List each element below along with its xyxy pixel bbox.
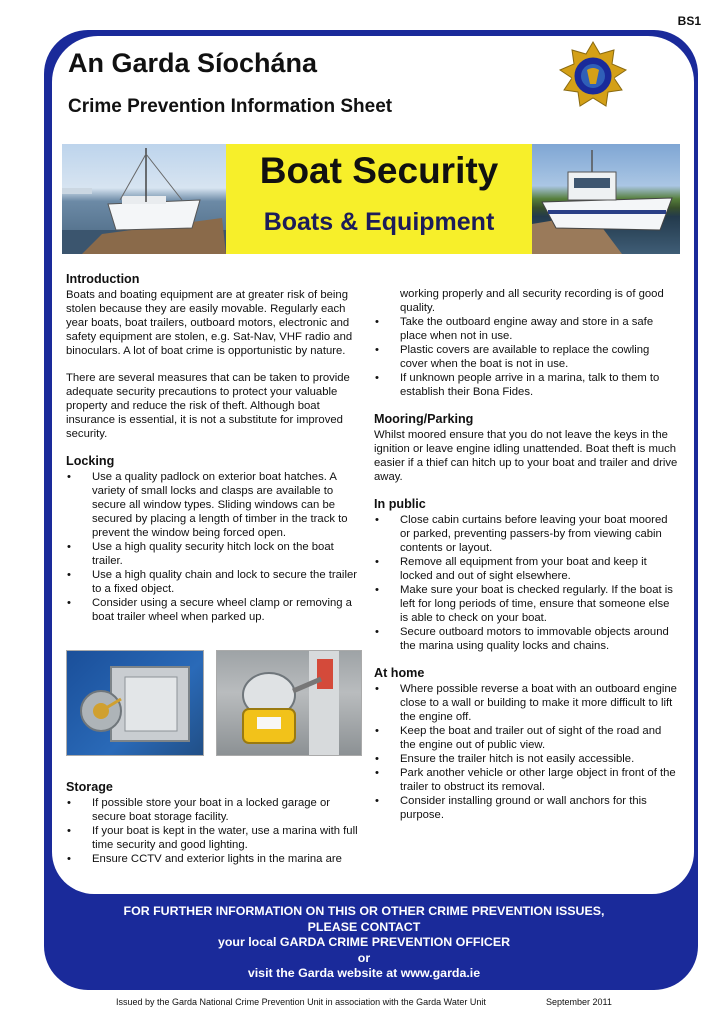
right-column — [374, 287, 678, 822]
hitch-lock-illustration — [217, 651, 361, 755]
issue-date: September 2011 — [546, 997, 612, 1007]
list-item: • Consider using a secure wheel clamp or removing a boat trailer wheel when parked up. — [66, 596, 362, 624]
hitch-lock-photo — [216, 650, 362, 756]
storage-continuation: working properly and all security recording is of good quality. — [400, 288, 664, 314]
crest-star — [560, 42, 626, 106]
locking-heading: Locking — [66, 454, 115, 468]
in-public-list — [374, 513, 678, 653]
organization-title: An Garda Síochána — [68, 48, 318, 78]
motorboat-photo — [532, 144, 680, 254]
mooring-heading: Mooring/Parking — [374, 412, 474, 426]
issued-by-note: Issued by the Garda National Crime Prevention Unit in association with the Garda Water Unit — [116, 997, 486, 1007]
sailboat-illustration — [62, 144, 226, 254]
contact-footer — [60, 904, 668, 982]
footer-line-5: visit the Garda website at www.garda.ie — [247, 966, 481, 981]
title-banner — [62, 144, 680, 254]
list-item: • Ensure the trailer hitch is not easily accessible. — [374, 752, 678, 766]
footer-line-3: your local GARDA CRIME PREVENTION OFFICER — [217, 935, 511, 950]
document-code: BS1 — [677, 14, 701, 28]
in-public-heading: In public — [374, 497, 426, 511]
introduction-paragraph-1: Boats and boating equipment are at greater risk of being stolen because they are easily movable. Regularly each year boats, boat trailers, outboard motors, electronic and safety equipment are stolen, e.g. Sat-Nav, VHF radio and binoculars. A lot of boat crime is opportunistic by nature. — [66, 289, 353, 357]
list-item: • Where possible reverse a boat with an outboard engine close to a wall or building to make it more difficult to lift the engine off. — [374, 682, 678, 724]
list-item: • Remove all equipment from your boat and keep it locked and out of sight elsewhere. — [374, 555, 678, 583]
introduction-paragraph-2: There are several measures that can be taken to provide adequate security precautions to protect your valuable property and reduce the risk of theft. Although boat insurance is essential, it is not a substitute for improved security. — [66, 372, 350, 440]
list-item: • Use a high quality chain and lock to secure the trailer to a fixed object. — [66, 568, 362, 596]
storage-list-continued — [374, 315, 678, 399]
padlock-illustration — [67, 651, 203, 755]
list-item: • Plastic covers are available to replace the cowling cover when the boat is not in use. — [374, 343, 678, 371]
storage-heading: Storage — [66, 780, 113, 794]
list-item: • Keep the boat and trailer out of sight of the road and the engine out of public view. — [374, 724, 678, 752]
list-item: • Take the outboard engine away and store in a safe place when not in use. — [374, 315, 678, 343]
footer-line-1: FOR FURTHER INFORMATION ON THIS OR OTHER CRIME PREVENTION ISSUES, — [123, 904, 605, 918]
list-item: • Close cabin curtains before leaving your boat moored or parked, preventing passers-by from viewing cabin contents or layout. — [374, 513, 678, 555]
mooring-paragraph: Whilst moored ensure that you do not leave the keys in the ignition or leave engine idling unattended. Boat theft is much easier if a thief can hitch up to your boat and trailer and drive away. — [374, 429, 678, 483]
list-item: • Secure outboard motors to immovable objects around the marina using quality locks and chains. — [374, 625, 678, 653]
garda-crest-icon — [556, 40, 630, 114]
left-column — [66, 272, 362, 624]
storage-list — [66, 796, 362, 866]
list-item: • Consider installing ground or wall anchors for this purpose. — [374, 794, 678, 822]
banner-subtitle: Boats & Equipment — [263, 208, 495, 236]
storage-section — [66, 780, 362, 866]
list-item: • If unknown people arrive in a marina, talk to them to establish their Bona Fides. — [374, 371, 678, 399]
list-item: • If your boat is kept in the water, use a marina with full time security and good lighting. — [66, 824, 362, 852]
motorboat-illustration — [532, 144, 680, 254]
banner-title: Boat Security — [259, 150, 499, 191]
sailboat-photo — [62, 144, 226, 254]
at-home-heading: At home — [374, 666, 425, 680]
locking-list — [66, 470, 362, 624]
introduction-heading: Introduction — [66, 272, 140, 286]
list-item: • Use a high quality security hitch lock on the boat trailer. — [66, 540, 362, 568]
list-item: • If possible store your boat in a locked garage or secure boat storage facility. — [66, 796, 362, 824]
footer-line-4: or — [357, 950, 371, 965]
list-item: • Use a quality padlock on exterior boat hatches. A variety of small locks and clasps are available to secure all window types. Sliding windows can be secured by placing a length of timber in the track to prevent the window being forced open. — [66, 470, 362, 540]
at-home-list — [374, 682, 678, 822]
sheet-subtitle: Crime Prevention Information Sheet — [68, 96, 393, 117]
padlock-hatch-photo — [66, 650, 204, 756]
list-item: • Ensure CCTV and exterior lights in the marina are — [66, 852, 362, 866]
list-item: • Park another vehicle or other large object in front of the trailer to obstruct its removal. — [374, 766, 678, 794]
footer-line-2: PLEASE CONTACT — [307, 919, 421, 934]
list-item: • Make sure your boat is checked regularly. If the boat is left for long periods of time, ensure that someone else is able to check on your boat. — [374, 583, 678, 625]
